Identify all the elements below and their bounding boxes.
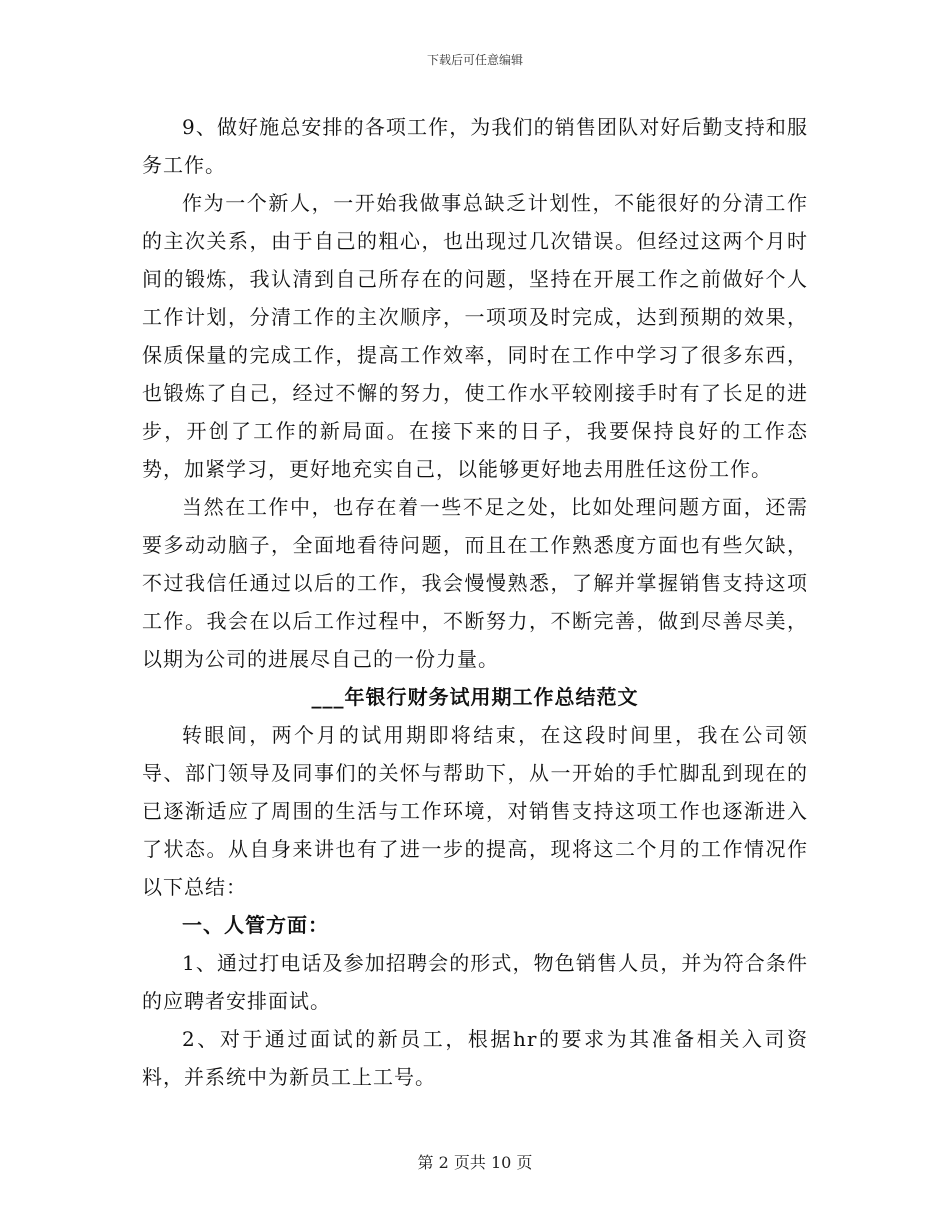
body-paragraph: 作为一个新人，一开始我做事总缺乏计划性，不能很好的分清工作的主次关系，由于自己的粗心，也出现过几次错误。但经过这两个月时间的锻炼，我认清到自己所存在的问题，坚持在开展工作之前做好个人工作计划，分清工作的主次顺序，一项项及时完成，达到预期的效果，保质保量的完成工作，提高工作效率，同时在工作中学习了很多东西，也锻炼了自己，经过不懈的努力，使工作水平较刚接手时有了长足的进步，开创了工作的新局面。在接下来的日子，我要保持良好的工作态势，加紧学习，更好地充实自己，以能够更好地去用胜任这份工作。	[142, 191, 808, 481]
list-item: 2、对于通过面试的新员工，根据hr的要求为其准备相关入司资料，并系统中为新员工上工号。	[142, 1027, 808, 1089]
intro-paragraph: 转眼间，两个月的试用期即将结束，在这段时间里，我在公司领导、部门领导及同事们的关怀与帮助下，从一开始的手忙脚乱到现在的已逐渐适应了周围的生活与工作环境，对销售支持这项工作也逐渐进入了状态。从自身来讲也有了进一步的提高，现将这二个月的工作情况作以下总结：	[142, 723, 808, 899]
page-header: 下载后可任意编辑	[426, 53, 523, 67]
section-heading: 一、人管方面：	[182, 913, 329, 937]
document-body	[142, 108, 808, 1096]
document-title: ___年银行财务试用期工作总结范文	[311, 685, 639, 709]
body-paragraph: 当然在工作中，也存在着一些不足之处，比如处理问题方面，还需要多动动脑子，全面地看待问题，而且在工作熟悉度方面也有些欠缺，不过我信任通过以后的工作，我会慢慢熟悉，了解并掌握销售支持这项工作。我会在以后工作过程中，不断努力，不断完善，做到尽善尽美，以期为公司的进展尽自己的一份力量。	[142, 495, 808, 671]
page-footer: 第 2 页共 10 页	[417, 1153, 533, 1172]
body-paragraph: 9、做好施总安排的各项工作，为我们的销售团队对好后勤支持和服务工作。	[142, 115, 808, 177]
list-item: 1、通过打电话及参加招聘会的形式，物色销售人员，并为符合条件的应聘者安排面试。	[142, 951, 808, 1013]
